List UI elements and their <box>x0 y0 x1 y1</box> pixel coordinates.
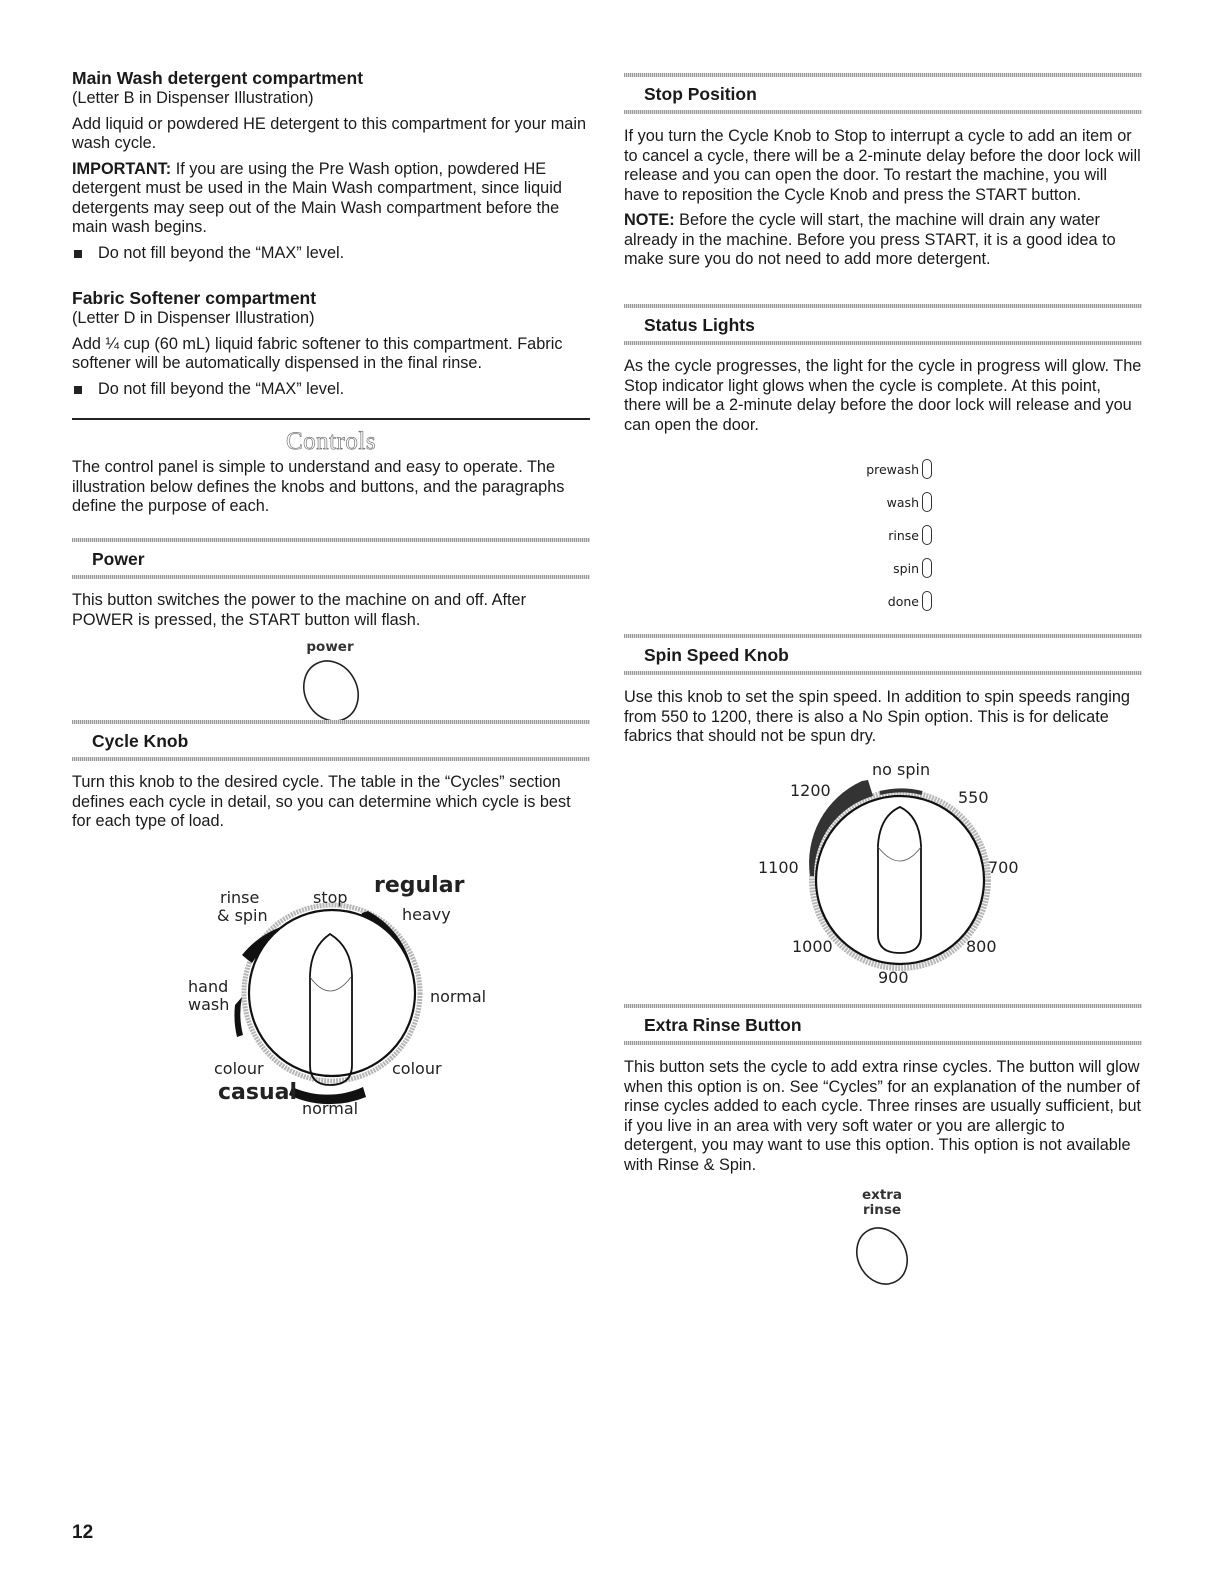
cycle-knob-illustration <box>180 865 500 1125</box>
stop-position-header <box>624 73 1142 114</box>
label-hand: hand <box>188 977 229 996</box>
light-label: rinse <box>888 527 919 543</box>
status-lights-body-wrap <box>624 357 1142 435</box>
status-lights-body: As the cycle progresses, the light for the cycle in progress will glow. The Stop indicator light glows when the cycle is complete. At this point, there will be a 2-minute delay before the door lock will release and you can open the door. <box>624 357 1142 434</box>
spin-speed-body-wrap <box>624 688 1142 747</box>
label-colour-right: colour <box>392 1059 442 1078</box>
power-button[interactable] <box>300 657 364 725</box>
fabric-softener-body: Add ¼ cup (60 mL) liquid fabric softener to this compartment. Fabric softener will be automatically dispensed in the final rinse. <box>72 334 563 372</box>
bullet-text: Do not fill beyond the “MAX” level. <box>98 379 345 398</box>
fabric-softener-subtitle: (Letter D in Dispenser Illustration) <box>72 309 315 327</box>
label-colour-left: colour <box>214 1059 264 1078</box>
status-light-indicator-icon <box>922 525 932 545</box>
label-wash: wash <box>188 995 230 1014</box>
stop-position-body-wrap <box>624 127 1142 270</box>
label-700: 700 <box>988 858 1019 877</box>
label-900: 900 <box>878 968 909 987</box>
main-wash-important <box>72 160 590 238</box>
extra-rinse-body-wrap <box>624 1058 1142 1175</box>
note-text: Before the cycle will start, the machine will drain any water already in the machine. Before you press START, it is a good idea to make sure you do not need to add more detergent. <box>624 211 1116 268</box>
status-light-indicator-icon <box>922 558 932 578</box>
cycle-knob-body-wrap <box>72 773 590 832</box>
extra-rinse-button-label <box>842 1188 922 1218</box>
label-casual: casual <box>218 1080 298 1105</box>
stop-position-note <box>624 211 1142 270</box>
label-550: 550 <box>958 788 989 807</box>
bullet-square-icon <box>74 386 82 394</box>
power-header <box>72 538 590 579</box>
hatch-rule <box>72 757 590 761</box>
fabric-softener-section <box>72 288 590 399</box>
status-lights-header <box>624 304 1142 345</box>
main-wash-section <box>72 68 590 263</box>
hatch-rule <box>72 575 590 579</box>
page-number: 12 <box>72 1522 94 1543</box>
extra-rinse-body: This button sets the cycle to add extra rinse cycles. The button will glow when this option is on. See “Cycles” for an explanation of the number of rinse cycles added to each cycle. Three rinses are usually sufficient, but if you live in an area with very soft water or you are allergic to detergent, you may want to use this option. This option is not available with Rinse & Spin. <box>624 1058 1142 1174</box>
main-wash-body: Add liquid or powdered HE detergent to this compartment for your main wash cycle. <box>72 114 587 152</box>
light-label: wash <box>886 494 919 510</box>
extra-rinse-button[interactable] <box>852 1224 912 1288</box>
main-wash-bullet <box>72 244 590 264</box>
light-label: prewash <box>866 461 919 477</box>
note-label: NOTE: <box>624 211 675 229</box>
label-normal-casual: normal <box>302 1099 359 1118</box>
status-light-rinse <box>832 523 932 547</box>
stop-position-body: If you turn the Cycle Knob to Stop to interrupt a cycle to add an item or to cancel a cycle, there will be a 2-minute delay before the door lock will release and you can open the door. To restart the machine, you will have to reposition the Cycle Knob and press the START button. <box>624 127 1141 204</box>
important-label: IMPORTANT: <box>72 159 172 178</box>
hatch-rule <box>624 341 1142 345</box>
label-normal-regular: normal <box>430 987 487 1006</box>
power-button-label: power <box>306 639 354 655</box>
cycle-knob-title: Cycle Knob <box>92 731 189 751</box>
label-no-spin: no spin <box>872 760 931 779</box>
label-1200: 1200 <box>790 781 831 800</box>
extra-rinse-label-line1: extra <box>861 1187 903 1203</box>
main-wash-title: Main Wash detergent compartment <box>72 68 364 88</box>
hatch-rule <box>624 671 1142 675</box>
status-light-spin <box>832 556 932 580</box>
bullet-square-icon <box>74 250 82 258</box>
status-lights-panel <box>832 457 932 613</box>
spin-speed-header <box>624 634 1142 675</box>
spin-speed-title: Spin Speed Knob <box>644 645 789 665</box>
status-light-wash <box>832 490 932 514</box>
status-light-done <box>832 589 932 613</box>
spin-speed-body: Use this knob to set the spin speed. In addition to spin speeds ranging from 550 to 1200, there is also a No Spin option. This is for delicate fabrics that should not be spun dry. <box>624 688 1130 745</box>
status-lights-title: Status Lights <box>644 315 755 335</box>
fabric-softener-bullet <box>72 380 590 400</box>
cycle-knob-body: Turn this knob to the desired cycle. The table in the “Cycles” section defines each cycle in detail, so you can determine which cycle is best for each type of load. <box>72 773 571 830</box>
label-1000: 1000 <box>792 937 833 956</box>
status-light-prewash <box>832 457 932 481</box>
label-stop: stop <box>313 888 348 907</box>
hatch-rule <box>624 110 1142 114</box>
label-800: 800 <box>966 937 997 956</box>
status-light-indicator-icon <box>922 591 932 611</box>
controls-heading: Controls <box>285 428 377 455</box>
controls-intro: The control panel is simple to understand and easy to operate. The illustration below defines the knobs and buttons, and the paragraphs define the purpose of each. <box>72 458 565 515</box>
status-light-indicator-icon <box>922 492 932 512</box>
controls-section <box>72 428 590 517</box>
hatch-rule <box>624 1041 1142 1045</box>
extra-rinse-title: Extra Rinse Button <box>644 1015 802 1035</box>
label-1100: 1100 <box>758 858 799 877</box>
bullet-text: Do not fill beyond the “MAX” level. <box>98 243 345 262</box>
cycle-knob-header <box>72 720 590 761</box>
stop-position-title: Stop Position <box>644 84 757 104</box>
status-light-indicator-icon <box>922 459 932 479</box>
label-heavy: heavy <box>402 905 451 924</box>
power-title: Power <box>92 549 145 569</box>
important-text: If you are using the Pre Wash option, powdered HE detergent must be used in the Main Wash compartment, since liquid detergents may seep out of the Main Wash compartment before the main wash begins. <box>72 159 562 236</box>
label-rinse: rinse <box>220 888 260 907</box>
label-and-spin: & spin <box>217 906 268 925</box>
light-label: spin <box>893 560 919 576</box>
power-body-wrap <box>72 591 590 630</box>
section-divider <box>72 418 590 420</box>
fabric-softener-title: Fabric Softener compartment <box>72 288 317 308</box>
spin-speed-illustration <box>730 750 1040 990</box>
main-wash-subtitle: (Letter B in Dispenser Illustration) <box>72 89 314 107</box>
extra-rinse-header <box>624 1004 1142 1045</box>
light-label: done <box>887 593 919 609</box>
label-regular: regular <box>374 873 465 898</box>
power-body: This button switches the power to the machine on and off. After POWER is pressed, the START button will flash. <box>72 591 527 629</box>
extra-rinse-label-line2: rinse <box>862 1202 902 1218</box>
